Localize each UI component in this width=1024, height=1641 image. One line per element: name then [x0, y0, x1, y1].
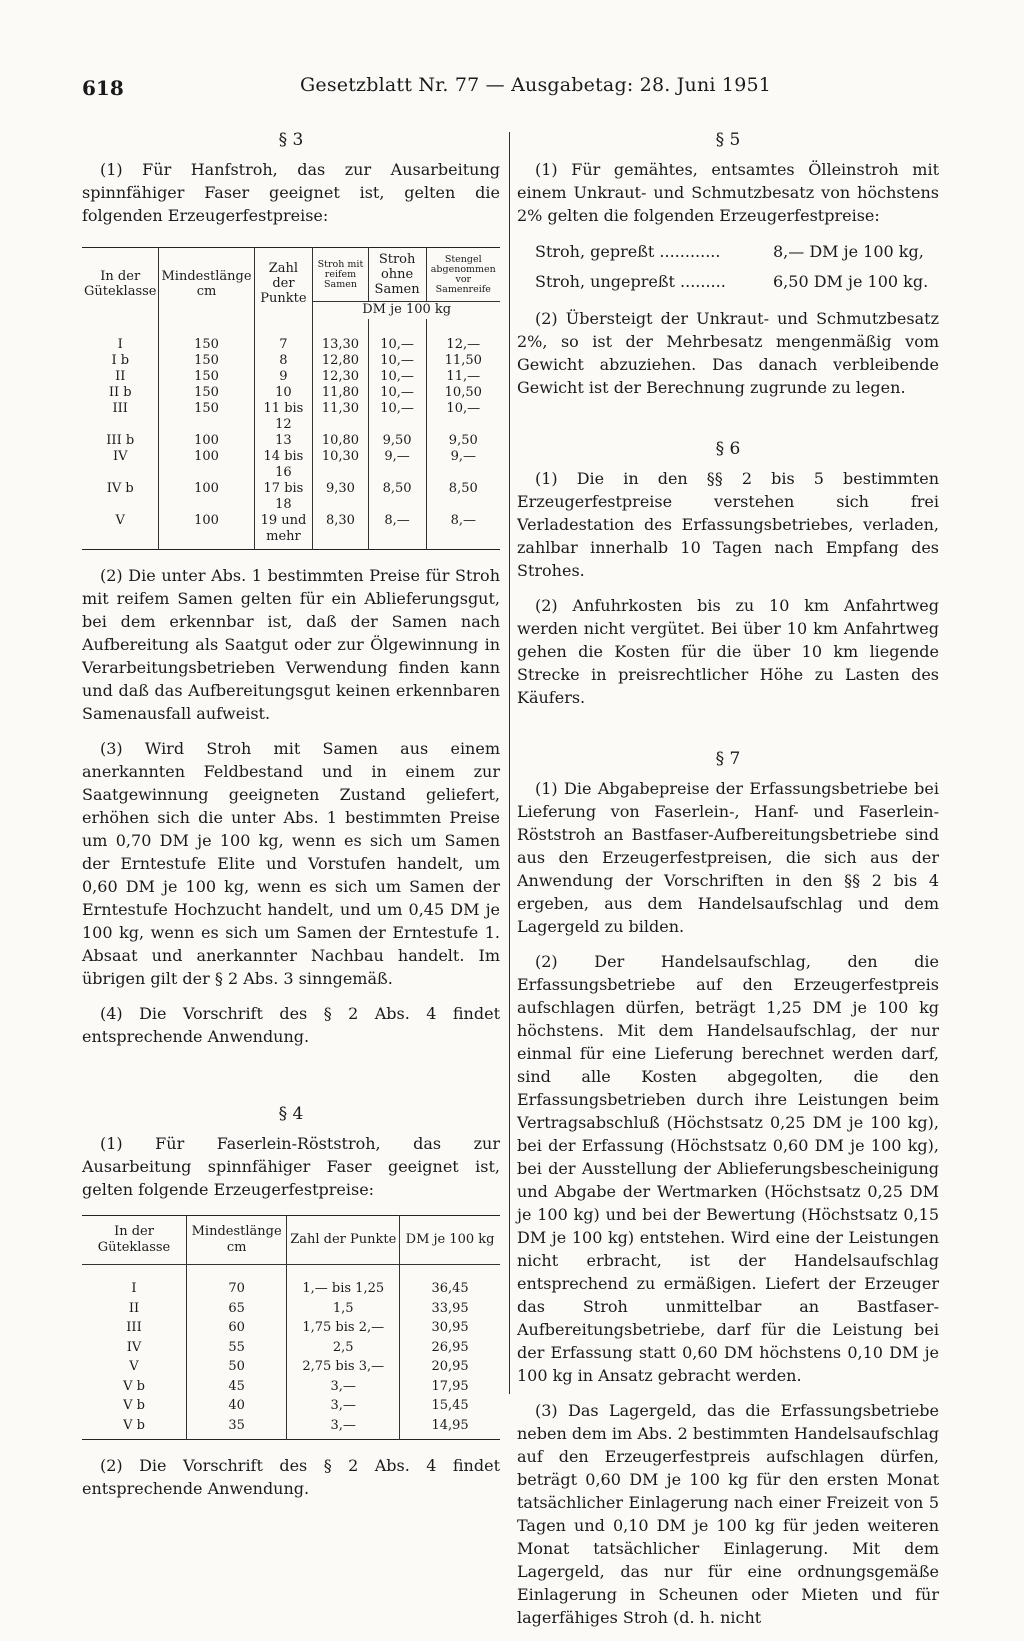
table-cell: 60 — [187, 1318, 287, 1338]
column-divider — [509, 132, 510, 1394]
table-cell: 70 — [187, 1265, 287, 1299]
table-cell: 50 — [187, 1357, 287, 1377]
section-7-para-1: (1) Die Abgabepreise der Erfassungsbetriebe bei Lieferung von Faserlein-, Hanf- und Faserlein-Röststroh an Bastfaser-Aufbereitungsbetriebe sind aus den Erzeugerfestpreisen, die sich aus der Anwendung der Vorschriften in den §§ 2 bis 4 ergeben, aus dem Handelsaufschlag und dem Lagergeld zu bilden. — [517, 779, 939, 936]
table-cell: 10 — [254, 385, 313, 401]
table-cell: I b — [111, 353, 130, 368]
table-row — [82, 385, 500, 401]
table-cell: 1,— bis 1,25 — [287, 1265, 400, 1299]
th-klasse: In der Güteklasse — [84, 268, 157, 299]
th-mindestlaenge: Mindestlänge cm — [159, 248, 254, 320]
left-column — [82, 126, 500, 1512]
section-7-para-2: (2) Der Handelsaufschlag, den die Erfassungsbetriebe auf den Erzeugerfestpreis aufschlagen dürfen, beträgt 1,25 DM je 100 kg höchstens. Mit dem Handelsaufschlag, der nur einmal für eine Lieferung berechnet werden darf, sind alle Kosten abgegolten, die den Erfassungsbetrieben durch ihre Leistungen beim Vertragsabschluß (Höchstsatz 0,25 DM je 100 kg), bei der Erfassung (Höchstsatz 0,60 DM je 100 kg), bei der Ausstellung der Ablieferungsbescheinigung und Abgabe der Wertmarken (Höchstsatz 0,25 DM je 100 kg) und bei der Bewertung (Höchstsatz 0,15 DM je 100 kg) entstehen. Wird eine der Leistungen nicht erbracht, ist der Handelsaufschlag entsprechend zu ermäßigen. Liefert der Erzeuger das Stroh unmittelbar an Bastfaser-Aufbereitungsbetriebe, darf für die Leistung bei der Erfassung statt 0,60 DM höchstens 0,10 DM je 100 kg in Ansatz gebracht werden. — [517, 952, 939, 1385]
table-cell: I — [117, 337, 123, 352]
table-cell: 33,95 — [400, 1299, 500, 1319]
table-cell: 100 — [159, 433, 254, 449]
table-cell: 10,— — [426, 401, 500, 433]
table-row — [82, 1357, 500, 1377]
table-cell: 36,45 — [400, 1265, 500, 1299]
table-row — [82, 449, 500, 481]
table-row — [82, 401, 500, 433]
table-cell: 150 — [159, 401, 254, 433]
table-cell: 14,95 — [400, 1416, 500, 1440]
table-cell: 20,95 — [400, 1357, 500, 1377]
price-label: Stroh, gepreßt ............ — [535, 242, 721, 261]
table-cell: 35 — [187, 1416, 287, 1440]
th-stroh-ohne: Stroh ohne Samen — [368, 248, 426, 302]
table-cell: 7 — [254, 319, 313, 353]
table-cell: 1,5 — [287, 1299, 400, 1319]
section-3-para-2: (2) Die unter Abs. 1 bestimmten Preise für Stroh mit reifem Samen gelten für ein Ablieferungsgut, bei dem erkennbar ist, daß der Samen nach Aufbereitung als Saatgut oder zur Ölgewinnung in Verarbeitungsbetrieben Verwendung finden kann und daß das Aufbereitungsgut keinen erkennbaren Samenausfall aufweist. — [82, 566, 500, 723]
th-klasse-2: In der Güteklasse — [82, 1216, 187, 1265]
section-6-para-2: (2) Anfuhrkosten bis zu 10 km Anfahrtweg werden nicht vergütet. Bei über 10 km Anfahrtweg gehen die Kosten für die über 10 km liegende Strecke in preisrechtlicher Höhe zu Lasten des Käufers. — [517, 596, 939, 707]
table-cell: 11,— — [426, 369, 500, 385]
table-cell: V — [115, 513, 125, 528]
table-cell: 8 — [254, 353, 313, 369]
section-6-heading: § 6 — [715, 439, 741, 459]
table-row — [82, 1396, 500, 1416]
table-cell: 11,30 — [313, 401, 368, 433]
page-number: 618 — [82, 76, 124, 100]
table-cell: 150 — [159, 353, 254, 369]
table-cell: 12,— — [426, 319, 500, 353]
table-row — [82, 1338, 500, 1358]
table-cell: 11 bis 12 — [254, 401, 313, 433]
table-cell: 12,30 — [313, 369, 368, 385]
section-3-para-4: (4) Die Vorschrift des § 2 Abs. 4 findet entsprechende Anwendung. — [82, 1004, 500, 1046]
price-row — [535, 267, 939, 297]
table-cell: 3,— — [287, 1416, 400, 1440]
table-cell: 9,— — [426, 449, 500, 481]
th-punkte-2: Zahl der Punkte — [287, 1216, 400, 1265]
table-cell: 17 bis 18 — [254, 481, 313, 513]
table-cell: 100 — [159, 449, 254, 481]
table-row — [82, 1318, 500, 1338]
table-row — [82, 1265, 500, 1299]
table-cell: 100 — [159, 513, 254, 550]
table-row — [82, 481, 500, 513]
table-cell: 150 — [159, 385, 254, 401]
table-row — [82, 1416, 500, 1440]
price-list — [535, 237, 939, 297]
th-unit: DM je 100 kg — [313, 302, 500, 320]
section-5-heading: § 5 — [715, 130, 741, 150]
table-cell: 9,30 — [313, 481, 368, 513]
table-row — [82, 513, 500, 550]
table-cell: 10,— — [368, 319, 426, 353]
right-column — [517, 126, 939, 1641]
section-3-heading: § 3 — [278, 130, 304, 150]
table-cell: 12,80 — [313, 353, 368, 369]
section-4-para-2: (2) Die Vorschrift des § 2 Abs. 4 findet entsprechende Anwendung. — [82, 1456, 500, 1498]
table-cell: 8,30 — [313, 513, 368, 550]
section-5-para-1: (1) Für gemähtes, entsamtes Ölleinstroh mit einem Unkraut- und Schmutzbesatz von höchstens 2% gelten die folgenden Erzeugerfestpreise: — [517, 160, 939, 225]
table-cell: 14 bis 16 — [254, 449, 313, 481]
table-cell: 13 — [254, 433, 313, 449]
table-cell: 10,— — [368, 369, 426, 385]
table-cell: 11,50 — [426, 353, 500, 369]
table-cell: II b — [108, 385, 132, 400]
running-head: Gesetzblatt Nr. 77 — Ausgabetag: 28. Juni 1951 — [300, 74, 772, 96]
table-cell: 9,50 — [368, 433, 426, 449]
th-punkte: Zahl der Punkte — [254, 248, 313, 320]
table-row — [82, 1377, 500, 1397]
hanfstroh-price-table — [82, 247, 500, 550]
table-cell: 55 — [187, 1338, 287, 1358]
th-mindestlaenge-2: Mindestlänge cm — [187, 1216, 287, 1265]
table-cell: I — [131, 1281, 137, 1296]
table-cell: 45 — [187, 1377, 287, 1397]
table-cell: IV — [126, 1339, 142, 1355]
table-row — [82, 319, 500, 353]
th-dm-2: DM je 100 kg — [400, 1216, 500, 1265]
table-cell: 8,— — [426, 513, 500, 550]
table-cell: 9,50 — [426, 433, 500, 449]
table-cell: 10,— — [368, 353, 426, 369]
table-cell: 9,— — [368, 449, 426, 481]
section-3-para-1: (1) Für Hanfstroh, das zur Ausarbeitung spinnfähiger Faser geeignet ist, gelten die folgenden Erzeugerfestpreise: — [82, 160, 500, 225]
table-row — [82, 353, 500, 369]
table-cell: III — [112, 401, 128, 416]
table-cell: II — [128, 1300, 140, 1316]
table-cell: III b — [106, 433, 135, 448]
section-4-heading: § 4 — [278, 1104, 304, 1124]
table-cell: 150 — [159, 369, 254, 385]
table-cell: V b — [123, 1417, 145, 1433]
table-cell: 10,— — [368, 401, 426, 433]
table-cell: 65 — [187, 1299, 287, 1319]
th-stroh-reif: Stroh mit reifem Samen — [313, 248, 368, 302]
price-label: Stroh, ungepreßt ......... — [535, 272, 726, 291]
table-cell: 40 — [187, 1396, 287, 1416]
table-cell: 2,5 — [287, 1338, 400, 1358]
table-cell: 100 — [159, 481, 254, 513]
table-cell: 11,80 — [313, 385, 368, 401]
table-row — [82, 369, 500, 385]
section-3-para-3: (3) Wird Stroh mit Samen aus einem anerkannten Feldbestand und in einem zur Saatgewinnung geeigneten Zustand geliefert, erhöhen sich die unter Abs. 1 bestimmten Preise um 0,70 DM je 100 kg, wenn es sich um Samen der Erntestufe Elite und Vorstufen handelt, um 0,60 DM je 100 kg, wenn es sich um Samen der Erntestufe Hochzucht handelt, und um 0,45 DM je 100 kg, wenn es sich um Samen der Erntestufe 1. Absaat und anerkannter Nachbau handelt. Im übrigen gilt der § 2 Abs. 3 sinngemäß. — [82, 739, 500, 988]
table-cell: V b — [123, 1378, 145, 1394]
table-cell: II — [115, 369, 126, 384]
table-row — [82, 1299, 500, 1319]
table-cell: 17,95 — [400, 1377, 500, 1397]
table-cell: IV b — [106, 481, 134, 496]
table-cell: 1,75 bis 2,— — [287, 1318, 400, 1338]
table-cell: 3,— — [287, 1396, 400, 1416]
table-cell: V — [129, 1359, 139, 1374]
table-cell: 3,— — [287, 1377, 400, 1397]
roeststroh-price-table — [82, 1215, 500, 1440]
th-stengel: Stengel abgenommen vor Samenreife — [426, 248, 500, 302]
table-cell: 19 und mehr — [254, 513, 313, 550]
table-row — [82, 433, 500, 449]
table-cell: 8,50 — [368, 481, 426, 513]
price-value: 6,50 DM je 100 kg. — [773, 272, 929, 291]
table-cell: III — [126, 1320, 142, 1335]
table-cell: 9 — [254, 369, 313, 385]
table-cell: V b — [123, 1398, 145, 1413]
price-value: 8,— DM je 100 kg, — [773, 242, 924, 261]
table-cell: 13,30 — [313, 319, 368, 353]
table-cell: 150 — [159, 319, 254, 353]
table-cell: 10,80 — [313, 433, 368, 449]
section-4-para-1: (1) Für Faserlein-Röststroh, das zur Ausarbeitung spinnfähiger Faser geeignet ist, gelten folgende Erzeugerfestpreise: — [82, 1134, 500, 1199]
section-5-para-2: (2) Übersteigt der Unkraut- und Schmutzbesatz 2%, so ist der Mehrbesatz mengenmäßig vom Gewicht abzuziehen. Das danach verbleibende Gewicht ist der Berechnung zugrunde zu legen. — [517, 309, 939, 397]
table-cell: 10,50 — [426, 385, 500, 401]
table-cell: 15,45 — [400, 1396, 500, 1416]
table-cell: 26,95 — [400, 1338, 500, 1358]
table-cell: 30,95 — [400, 1318, 500, 1338]
table-cell: 8,— — [368, 513, 426, 550]
section-7-heading: § 7 — [715, 749, 741, 769]
table-cell: 10,30 — [313, 449, 368, 481]
table-cell: IV — [112, 449, 128, 464]
table-cell: 8,50 — [426, 481, 500, 513]
section-7-para-3: (3) Das Lagergeld, das die Erfassungsbetriebe neben dem im Abs. 2 bestimmten Handelsaufschlag auf den Erzeugerfestpreis aufschlagen dürfen, beträgt 0,60 DM je 100 kg für den ersten Monat tatsächlicher Einlagerung nach einer Freizeit von 5 Tagen und 0,10 DM je 100 kg für jeden weiteren Monat tatsächlicher Einlagerung. Mit dem Lagergeld, das nur für eine ordnungsgemäße Einlagerung in Scheunen oder Mieten und für lagerfähiges Stroh (d. h. nicht — [517, 1401, 939, 1627]
table-cell: 10,— — [368, 385, 426, 401]
section-6-para-1: (1) Die in den §§ 2 bis 5 bestimmten Erzeugerfestpreise verstehen sich frei Verladestation des Erfassungsbetriebes, verladen, zahlbar innerhalb 10 Tagen nach Empfang des Strohes. — [517, 469, 939, 580]
price-row — [535, 237, 939, 267]
table-cell: 2,75 bis 3,— — [287, 1357, 400, 1377]
